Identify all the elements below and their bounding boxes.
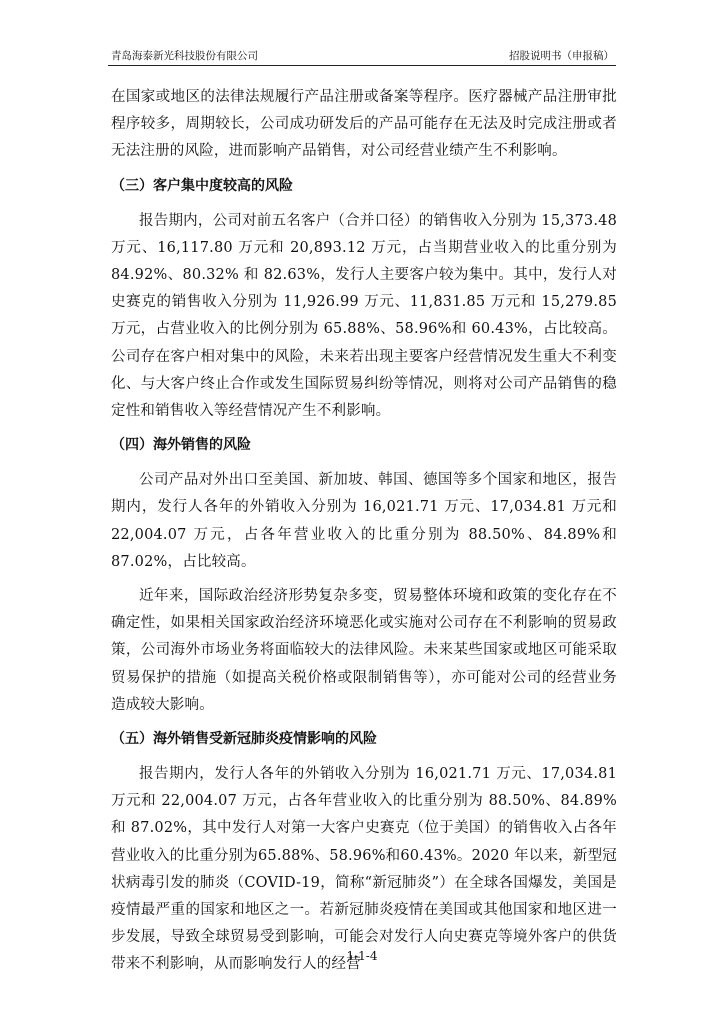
paragraph-intro: 在国家或地区的法律法规履行产品注册或备案等程序。医疗器械产品注册审批程序较多，周期较长，公司成功研发后的产品可能存在无法及时完成注册或者无法注册的风险，进而影响产品销售，对公司经营业绩产生不利影响。	[111, 89, 617, 160]
page-header	[108, 49, 616, 66]
paragraph-overseas-sales-2: 近年来，国际政治经济形势复杂多变，贸易整体环境和政策的变化存在不确定性，如果相关国家政治经济环境恶化或实施对公司存在不利影响的贸易政策，公司海外市场业务将面临较大的法律风险。未来某些国家或地区可能采取贸易保护的措施（如提高关税价格或限制销售等），亦可能对公司的经营业务造成较大影响。	[111, 588, 617, 713]
document-body	[111, 84, 617, 986]
page-number: 1-1-4	[346, 949, 378, 963]
section-heading-overseas-sales: （四）海外销售的风险	[111, 437, 251, 454]
header-company-name: 青岛海泰新光科技股份有限公司	[111, 50, 258, 62]
paragraph-covid-impact: 报告期内，发行人各年的外销收入分别为 16,021.71 万元、17,034.81 万元和 22,004.07 万元，占各年营业收入的比重分别为 88.50%、84.89%和 87.02%，其中发行人对第一大客户史赛克（位于美国）的销售收入占各年营业收入的比重分别为65.88%、58.96%和60.43%。2020 年以来，新型冠状病毒引发的肺炎（COVID-19，简称“新冠肺炎”）在全球各国爆发，美国是疫情最严重的国家和地区之一。若新冠肺炎疫情在美国或其他国家和地区进一步发展，导致全球贸易受到影响，可能会对发行人向史赛克等境外客户的供货带来不利影响，从而影响发行人的经营	[111, 766, 617, 973]
paragraph-customer-concentration: 报告期内，公司对前五名客户（合并口径）的销售收入分别为 15,373.48 万元、16,117.80 万元和 20,893.12 万元，占当期营业收入的比重分别为 84.92%、80.32% 和 82.63%，发行人主要客户较为集中。其中，发行人对史赛克的销售收入分别为 11,926.99 万元、11,831.85 万元和 15,279.85 万元，占营业收入的比例分别为 65.88%、58.96%和 60.43%，占比较高。公司存在客户相对集中的风险，未来若出现主要客户经营情况发生重大不利变化、与大客户终止合作或发生国际贸易纠纷等情况，则将对公司产品销售的稳定性和销售收入等经营情况产生不利影响。	[111, 212, 617, 420]
header-rule	[108, 65, 616, 66]
section-heading-covid-impact: （五）海外销售受新冠肺炎疫情影响的风险	[111, 731, 377, 748]
paragraph-overseas-sales-1: 公司产品对外出口至美国、新加坡、韩国、德国等多个国家和地区，报告期内，发行人各年的外销收入分别为 16,021.71 万元、17,034.81 万元和 22,004.07 万元，占各年营业收入的比重分别为 88.50%、84.89%和 87.02%，占比较高。	[111, 472, 617, 570]
section-heading-customer-concentration: （三）客户集中度较高的风险	[111, 177, 293, 194]
header-document-title: 招股说明书（申报稿）	[509, 50, 614, 62]
